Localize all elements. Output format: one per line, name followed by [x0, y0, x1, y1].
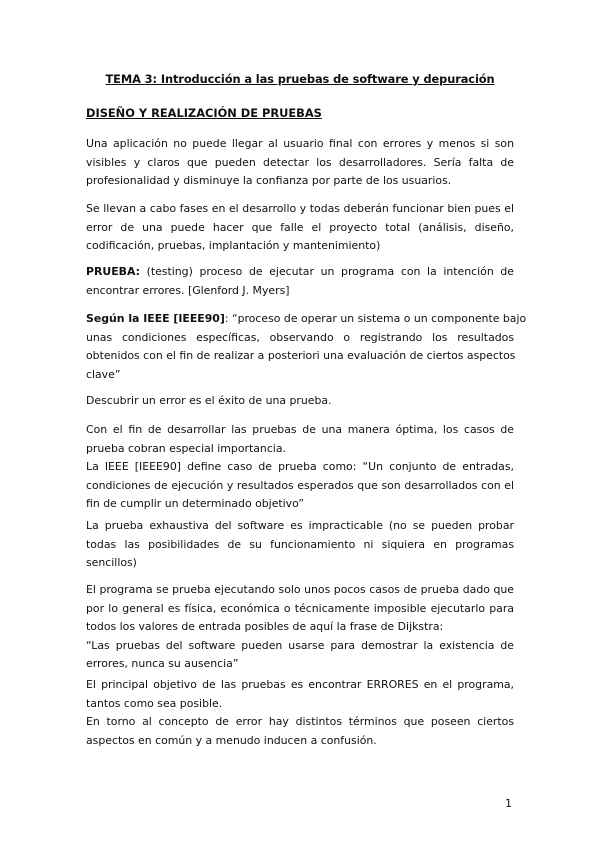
paragraph-line: La prueba exhaustiva del software es impracticable (no se pueden probar — [86, 519, 514, 532]
paragraph-line: “Las pruebas del software pueden usarse para demostrar la existencia de — [86, 638, 514, 652]
paragraph-2 — [86, 200, 514, 256]
paragraph-prueba-definition — [86, 263, 514, 300]
page-number: 1 — [505, 797, 512, 810]
paragraph-line: fin de cumplir un determinado objetivo” — [86, 497, 305, 511]
term-prueba: PRUEBA: — [86, 265, 140, 278]
paragraph-line: todas las posibilidades de su funcionamiento ni siquiera en programas — [86, 537, 514, 551]
paragraph-7 — [86, 517, 514, 573]
paragraph-line: clave” — [86, 367, 121, 381]
paragraph-line: Se llevan a cabo fases en el desarrollo y todas deberán funcionar bien pues el — [86, 202, 514, 215]
paragraph-line: obtenidos con el fin de realizar a posteriori una evaluación de ciertos aspectos — [86, 349, 516, 363]
paragraph-line: condiciones de ejecución y resultados esperados que son desarrollados con el — [86, 478, 514, 492]
paragraph-line: En torno al concepto de error hay distintos términos que poseen ciertos — [86, 715, 514, 729]
paragraph-5 — [86, 392, 514, 411]
paragraph-line: Una aplicación no puede llegar al usuario final con errores y menos si son — [86, 137, 514, 150]
paragraph-ieee-definition — [86, 310, 527, 384]
page-title: TEMA 3: Introducción a las pruebas de software y depuración — [105, 72, 495, 86]
paragraph-line: por lo general es física, económica o técnicamente imposible ejecutarlo para — [86, 601, 514, 615]
paragraph-line: La IEEE [IEEE90] define caso de prueba como: “Un conjunto de entradas, — [86, 460, 514, 474]
paragraph-line: error de una puede hacer que falle el proyecto total (análisis, diseño, — [86, 220, 514, 234]
paragraph-line — [86, 310, 527, 329]
definition-text: : “proceso de operar un sistema o un componente bajo — [224, 312, 527, 325]
paragraph-line — [86, 263, 514, 282]
paragraph-line: Con el fin de desarrollar las pruebas de una manera óptima, los casos de — [86, 423, 514, 436]
paragraph-line: encontrar errores. [Glenford J. Myers] — [86, 283, 290, 297]
paragraph-1 — [86, 135, 514, 191]
paragraph-line: todos los valores de entrada posibles de aquí la frase de Dijkstra: — [86, 620, 444, 634]
section-heading: DISEÑO Y REALIZACIÓN DE PRUEBAS — [86, 106, 322, 120]
paragraph-line: sencillos) — [86, 556, 137, 570]
paragraph-line: aspectos en común y a menudo inducen a confusión. — [86, 733, 377, 747]
paragraph-8 — [86, 581, 514, 674]
paragraph-line: profesionalidad y disminuye la confianza por parte de los usuarios. — [86, 174, 452, 188]
paragraph-line: Descubrir un error es el éxito de una prueba. — [86, 394, 332, 407]
paragraph-line: errores, nunca su ausencia” — [86, 657, 239, 671]
definition-text: (testing) proceso de ejecutar un programa con la intención de — [139, 265, 514, 278]
paragraph-6 — [86, 421, 514, 514]
paragraph-line: unas condiciones específicas, observando o registrando los resultados — [86, 330, 514, 344]
paragraph-9 — [86, 676, 514, 750]
term-ieee: Según la IEEE [IEEE90] — [86, 312, 225, 325]
paragraph-line: El principal objetivo de las pruebas es encontrar ERRORES en el programa, — [86, 678, 514, 691]
paragraph-line: codificación, pruebas, implantación y mantenimiento) — [86, 239, 381, 253]
paragraph-line: visibles y claros que pueden detectar los desarrolladores. Sería falta de — [86, 155, 514, 169]
paragraph-line: El programa se prueba ejecutando solo unos pocos casos de prueba dado que — [86, 583, 514, 596]
paragraph-line: tantos como sea posible. — [86, 696, 223, 710]
paragraph-line: prueba cobran especial importancia. — [86, 441, 286, 455]
